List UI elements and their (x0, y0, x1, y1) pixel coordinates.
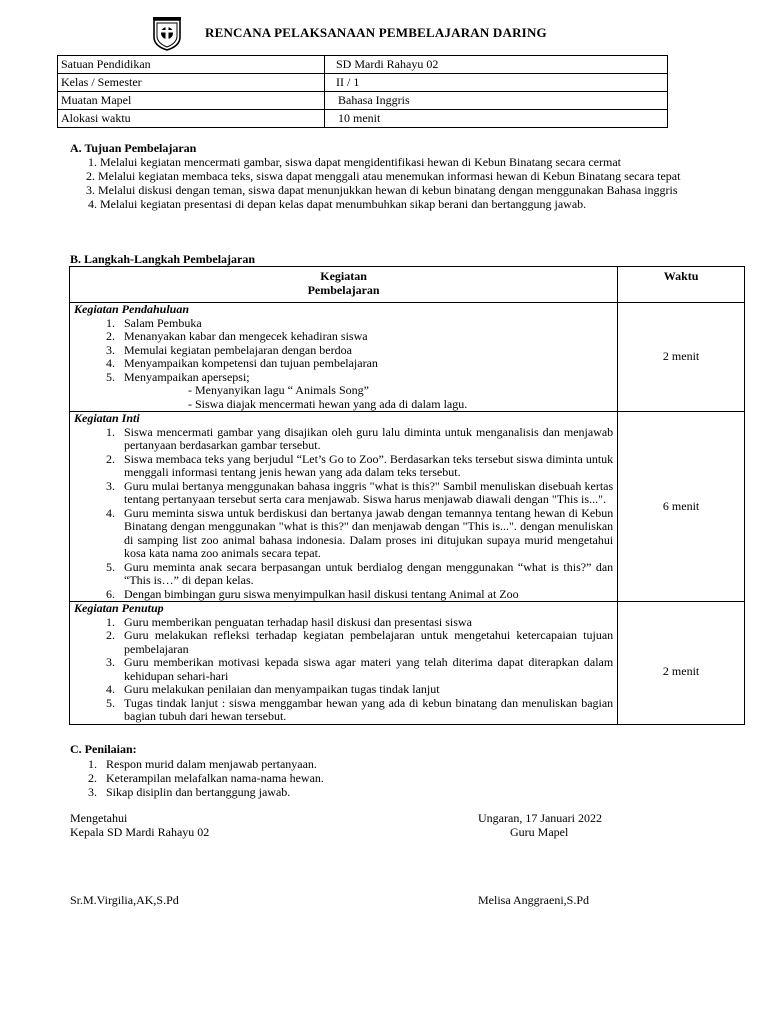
phase-row (70, 412, 745, 602)
document-title: RENCANA PELAKSANAAN PEMBELAJARAN DARING (205, 25, 547, 40)
objective-item: 4. Melalui kegiatan presentasi di depan kelas dapat menumbuhkan sikap berani dan bertanggung jawab. (88, 197, 587, 211)
signature-right-line1: Ungaran, 17 Januari 2022 (478, 811, 602, 825)
phase-title: Kegiatan Inti (74, 411, 140, 425)
info-row (58, 74, 668, 92)
assessment-item: 2. Keterampilan melafalkan nama-nama hewan. (88, 771, 324, 785)
school-crest-icon (152, 17, 182, 51)
phase-step: 4. Menyampaikan kompetensi dan tujuan pembelajaran (118, 357, 613, 371)
phase-activities (70, 602, 618, 725)
phase-step: 1. Siswa mencermati gambar yang disajikan oleh guru lalu diminta untuk menganalisis dan menjawab pertanyaan berdasarkan gambar tersebut. (118, 426, 613, 453)
phase-step: 3. Guru mulai bertanya menggunakan bahasa inggris "what is this?" Sambil menuliskan disebuah kertas tentang pertanyaan tersebut serta cara menjawab. Siswa harus menjawab diawali dengan "This is...". (118, 480, 613, 507)
objective-item: 3. Melalui diskusi dengan teman, siswa dapat menunjukkan hewan di kebun binatang dengan menggunakan Bahasa inggris (86, 183, 678, 197)
assessment-item: 3. Sikap disiplin dan bertanggung jawab. (88, 785, 291, 799)
objective-item: 2. Melalui kegiatan membaca teks, siswa dapat menggali atau menemukan informasi hewan di Kebun Binatang secara tepat (86, 169, 681, 183)
phase-sublines (70, 384, 617, 411)
info-table (57, 55, 668, 128)
phase-activities (70, 303, 618, 412)
phase-time: 6 menit (618, 412, 745, 602)
phase-title: Kegiatan Penutup (74, 601, 164, 615)
signature-left-line1: Mengetahui (70, 811, 128, 825)
assessment-list (88, 757, 324, 799)
info-row (58, 110, 668, 128)
objectives-list (88, 155, 733, 211)
section-a-heading: A. Tujuan Pembelajaran (70, 141, 197, 155)
phase-time: 2 menit (618, 303, 745, 412)
phase-step: 5. Guru meminta anak secara berpasangan untuk berdialog dengan menggunakan “what is this?” dan “This is…” di depan kelas. (118, 561, 613, 588)
phase-step: 4. Guru melakukan penilaian dan menyampaikan tugas tindak lanjut (118, 683, 613, 697)
info-row (58, 56, 668, 74)
signature-right-line2: Guru Mapel (510, 825, 569, 839)
info-label: Satuan Pendidikan (58, 56, 325, 74)
phase-step: 1. Salam Pembuka (118, 317, 613, 331)
phase-step: 2. Siswa membaca teks yang berjudul “Let’s Go to Zoo”. Berdasarkan teks tersebut siswa diminta untuk menggali informasi tentang jenis hewan yang ada dalam teks tersebut. (118, 453, 613, 480)
learning-steps-table (69, 266, 745, 725)
phase-row (70, 602, 745, 725)
phase-step: 2. Guru melakukan refleksi terhadap kegiatan pembelajaran untuk mengetahui ketercapaian tujuan pembelajaran (118, 629, 613, 656)
info-value: Bahasa Inggris (325, 92, 668, 110)
phase-step: 2. Menanyakan kabar dan mengecek kehadiran siswa (118, 330, 613, 344)
assessment-item: 1. Respon murid dalam menjawab pertanyaan. (88, 757, 317, 771)
info-label: Kelas / Semester (58, 74, 325, 92)
info-value: SD Mardi Rahayu 02 (325, 56, 668, 74)
phase-step: 5. Tugas tindak lanjut : siswa menggambar hewan yang ada di kebun binatang dan menuliskan bagian bagian tubuh dari hewan tersebut. (118, 697, 613, 724)
signature-left-line2: Kepala SD Mardi Rahayu 02 (70, 825, 210, 839)
time-column-header: Waktu (618, 267, 745, 303)
info-label: Alokasi waktu (58, 110, 325, 128)
activity-header-line2: Pembelajaran (307, 282, 380, 297)
phase-step-list (70, 317, 617, 385)
phase-step: 1. Guru memberikan penguatan terhadap hasil diskusi dan presentasi siswa (118, 616, 613, 630)
phase-step: 3. Guru memberikan motivasi kepada siswa agar materi yang telah diterima dapat diterapkan dalam kehidupan sehari-hari (118, 656, 613, 683)
phase-step-list (70, 426, 617, 602)
phase-step: 3. Memulai kegiatan pembelajaran dengan berdoa (118, 344, 613, 358)
info-label: Muatan Mapel (58, 92, 325, 110)
section-c-heading: C. Penilaian: (70, 742, 137, 756)
phase-step: 5. Menyampaikan apersepsi; (118, 371, 613, 385)
signature-right-name: Melisa Anggraeni,S.Pd (478, 893, 589, 907)
phase-time: 2 menit (618, 602, 745, 725)
phase-step: 4. Guru meminta siswa untuk berdiskusi dan bertanya jawab dengan temannya tentang hewan di Kebun Binatang dengan menggunakan "what is this?" dan menjawab dengan "This is...". dengan menuliskan di samping list zoo animal bahasa indonesia. Dalam proses ini ditujukan supaya murid mengetahui kosa kata nama zoo animals secara tepat. (118, 507, 613, 561)
phase-subline: - Menyanyikan lagu “ Animals Song” (188, 383, 369, 397)
section-b-heading: B. Langkah-Langkah Pembelajaran (70, 252, 256, 266)
phase-title: Kegiatan Pendahuluan (74, 302, 190, 316)
signature-left-name: Sr.M.Virgilia,AK,S.Pd (70, 893, 179, 907)
phase-row (70, 303, 745, 412)
info-value: 10 menit (325, 110, 668, 128)
info-value: II / 1 (325, 74, 668, 92)
activity-header-line1: Kegiatan (320, 269, 367, 283)
activity-column-header (70, 267, 618, 303)
phase-step: 6. Dengan bimbingan guru siswa menyimpulkan hasil diskusi tentang Animal at Zoo (118, 588, 613, 602)
info-row (58, 92, 668, 110)
phase-activities (70, 412, 618, 602)
phase-step-list (70, 616, 617, 724)
phase-subline: - Siswa diajak mencermati hewan yang ada di dalam lagu. (188, 396, 468, 411)
objective-item: 1. Melalui kegiatan mencermati gambar, siswa dapat mengidentifikasi hewan di Kebun Binatang secara cermat (88, 155, 621, 169)
